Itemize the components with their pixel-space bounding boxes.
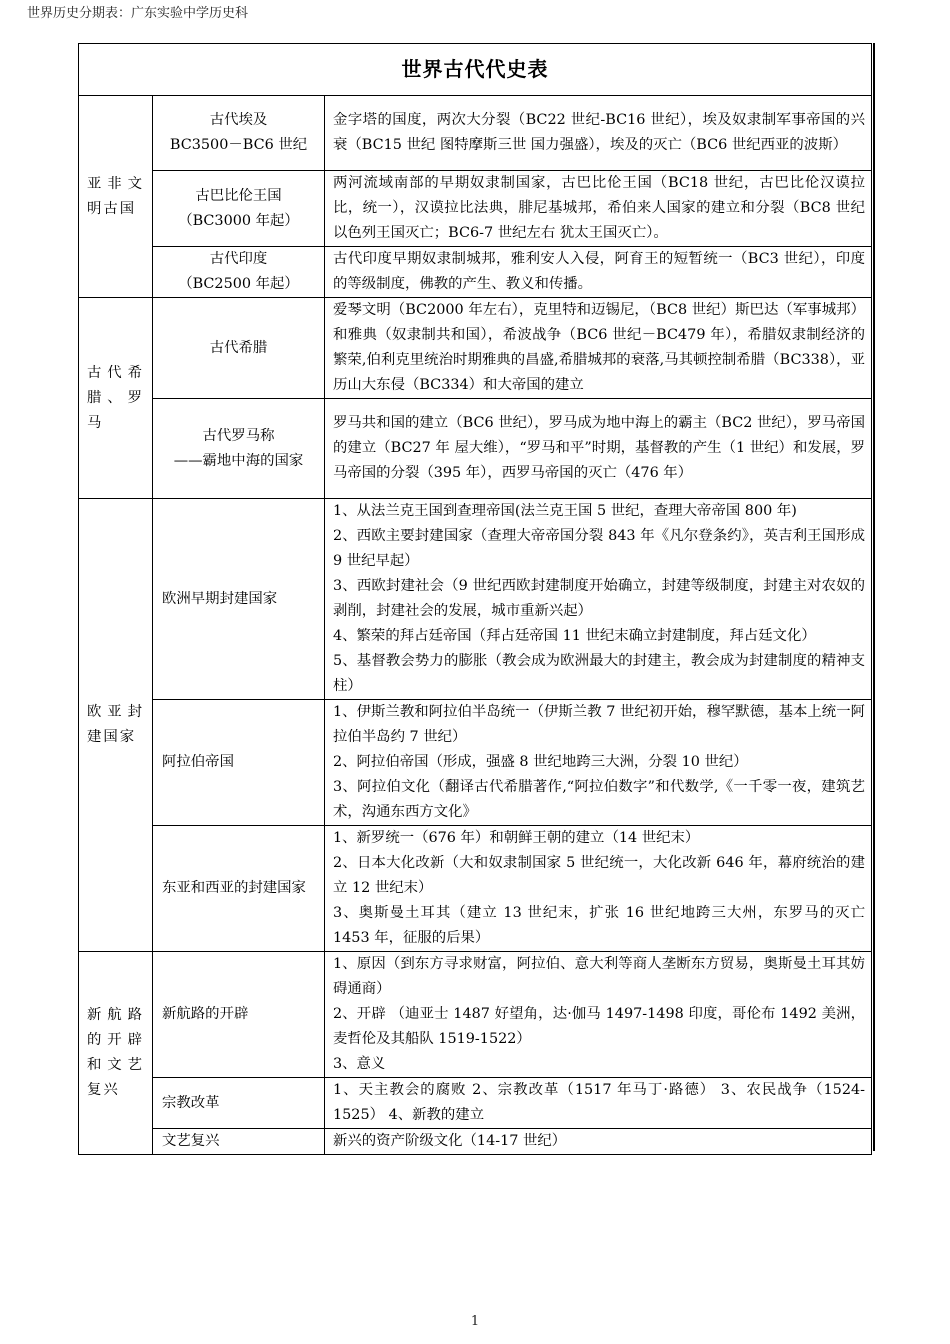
topic-cell xyxy=(153,499,325,700)
detail-cell xyxy=(325,700,872,826)
topic-line: 欧洲早期封建国家 xyxy=(162,590,278,607)
topic-line: 新航路的开辟 xyxy=(162,1006,249,1022)
detail-line: 2、开辟 （迪亚士 1487 好望角，达·伽马 1497-1498 印度，哥伦布 1492 美洲，麦哲伦及其船队 1519-1522） xyxy=(333,1006,866,1047)
detail-line: 2、日本大化改新（大和奴隶制国家 5 世纪统一，大化改新 646 年，幕府统治的建立 12 世纪末） xyxy=(333,855,866,896)
detail-line: 4、繁荣的拜占廷帝国（拜占廷帝国 11 世纪末确立封建制度，拜占廷文化） xyxy=(333,628,816,644)
topic-line: 东亚和西亚的封建国家 xyxy=(162,880,306,896)
topic-line: 古巴比伦王国 xyxy=(195,187,282,204)
page-number: 1 xyxy=(470,1314,480,1329)
topic-cell xyxy=(153,1078,325,1129)
table-right-border-shadow xyxy=(873,43,875,1151)
detail-cell: 1、天主教会的腐败 2、宗教改革（1517 年马丁·路德） 3、农民战争（1524-1525） 4、新教的建立 xyxy=(325,1078,872,1129)
detail-cell: 金字塔的国度，两次大分裂（BC22 世纪-BC16 世纪），埃及奴隶制军事帝国的兴衰（BC15 世纪 图特摩斯三世 国力强盛），埃及的灭亡（BC6 世纪西亚的波斯） xyxy=(325,96,872,171)
topic-cell xyxy=(153,952,325,1078)
topic-line: 古代罗马称 xyxy=(202,427,275,444)
topic-line: （BC2500 年起） xyxy=(178,276,299,292)
detail-cell: 古代印度早期奴隶制城邦，雅利安人入侵，阿育王的短暂统一（BC3 世纪），印度的等级制度，佛教的产生、教义和传播。 xyxy=(325,247,872,298)
detail-cell: 爱琴文明（BC2000 年左右），克里特和迈锡尼，（BC8 世纪）斯巴达（军事城邦）和雅典（奴隶制共和国），希波战争（BC6 世纪－BC479 年），希腊奴隶制经济的繁荣,伯利克里统治时期雅典的昌盛,希腊城邦的衰落,马其顿控制希腊（BC338），亚历山大东侵（BC334）和大帝国的建立 xyxy=(325,298,872,399)
topic-cell xyxy=(153,399,325,499)
topic-cell xyxy=(153,700,325,826)
detail-line: 3、西欧封建社会（9 世纪西欧封建制度开始确立，封建等级制度，封建主对农奴的剥削，封建社会的发展，城市重新兴起） xyxy=(333,578,866,619)
topic-line: BC3500－BC6 世纪 xyxy=(169,137,308,153)
detail-cell: 罗马共和国的建立（BC6 世纪），罗马成为地中海上的霸主（BC2 世纪），罗马帝国的建立（BC27 年 屋大维），“罗马和平”时期，基督教的产生（1 世纪）和发展，罗马帝国的分裂（395 年），西罗马帝国的灭亡（476 年） xyxy=(325,399,872,499)
detail-line: 2、阿拉伯帝国（形成，强盛 8 世纪地跨三大洲，分裂 10 世纪） xyxy=(333,754,748,770)
detail-cell: 两河流域南部的早期奴隶制国家，古巴比伦王国（BC18 世纪，古巴比伦汉谟拉比，统一），汉谟拉比法典，腓尼基城邦，希伯来人国家的建立和分裂（BC8 世纪 以色列王国灭亡；BC6-7 世纪左右 犹太王国灭亡）。 xyxy=(325,171,872,247)
detail-line: 3、奥斯曼土耳其（建立 13 世纪末，扩张 16 世纪地跨三大州，东罗马的灭亡 1453 年，征服的后果） xyxy=(333,905,866,946)
topic-line: 文艺复兴 xyxy=(162,1133,220,1149)
region-cell: 新航路的开辟和文艺复兴 xyxy=(79,952,153,1155)
world-history-table xyxy=(78,43,872,1155)
topic-cell xyxy=(153,1129,325,1155)
detail-line: 1、伊斯兰教和阿拉伯半岛统一（伊斯兰教 7 世纪初开始，穆罕默德，基本上统一阿拉伯半岛约 7 世纪） xyxy=(333,704,866,745)
table-title: 世界古代代史表 xyxy=(79,44,872,96)
detail-cell xyxy=(325,499,872,700)
detail-line: 1、从法兰克王国到查理帝国(法兰克王国 5 世纪，查理大帝帝国 800 年) xyxy=(333,503,797,519)
topic-line: ——霸地中海的国家 xyxy=(173,452,304,469)
topic-line: 古代希腊 xyxy=(209,339,268,356)
detail-line: 5、基督教会势力的膨胀（教会成为欧洲最大的封建主，教会成为封建制度的精神支柱） xyxy=(333,653,866,694)
topic-line: 古代埃及 xyxy=(209,112,268,128)
detail-cell xyxy=(325,952,872,1078)
region-cell: 古代希腊、罗马 xyxy=(79,298,153,499)
topic-cell xyxy=(153,247,325,298)
region-cell: 欧亚封建国家 xyxy=(79,499,153,952)
detail-line: 3、阿拉伯文化（翻译古代希腊著作,“阿拉伯数字”和代数学,《一千零一夜，建筑艺术，沟通东西方文化》 xyxy=(333,779,866,820)
detail-cell xyxy=(325,826,872,952)
topic-cell xyxy=(153,826,325,952)
detail-line: 3、意义 xyxy=(333,1056,386,1072)
page-header-note: 世界历史分期表：广东实验中学历史科 xyxy=(27,6,249,21)
topic-line: 古代印度 xyxy=(209,251,268,267)
detail-line: 1、原因（到东方寻求财富，阿拉伯、意大利等商人垄断东方贸易，奥斯曼土耳其妨碍通商） xyxy=(333,956,866,997)
topic-cell xyxy=(153,96,325,171)
detail-line: 2、西欧主要封建国家（查理大帝帝国分裂 843 年《凡尔登条约》，英吉利王国形成 9 世纪早起） xyxy=(333,528,866,569)
topic-cell xyxy=(153,171,325,247)
detail-line: 1、新罗统一（676 年）和朝鲜王朝的建立（14 世纪末） xyxy=(333,830,700,846)
region-cell: 亚非文明古国 xyxy=(79,96,153,298)
topic-line: 宗教改革 xyxy=(162,1094,220,1111)
topic-line: 阿拉伯帝国 xyxy=(162,754,234,770)
topic-line: （BC3000 年起） xyxy=(178,212,299,229)
detail-cell: 新兴的资产阶级文化（14-17 世纪） xyxy=(325,1129,872,1155)
topic-cell xyxy=(153,298,325,399)
